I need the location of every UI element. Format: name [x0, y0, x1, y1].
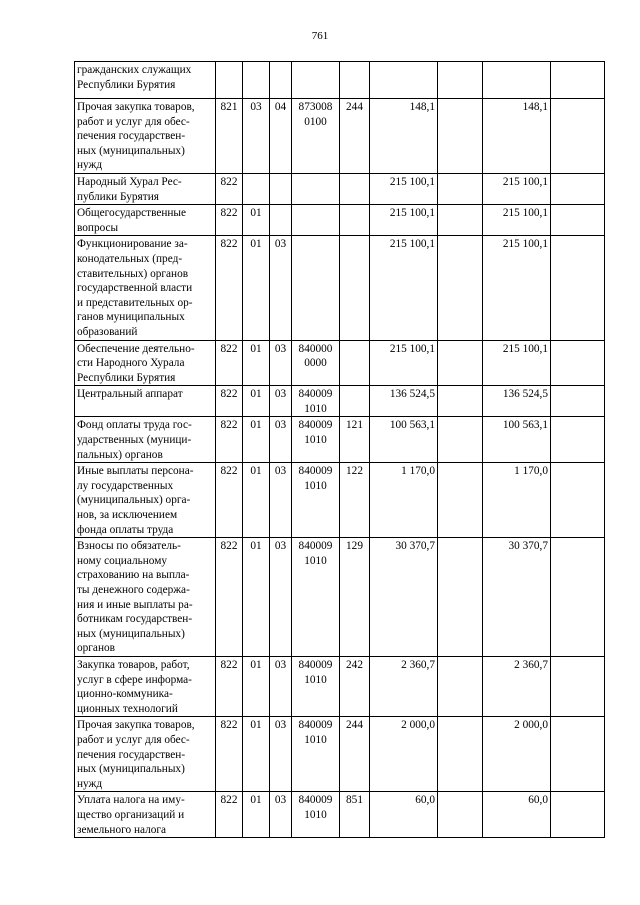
vr-code-cell — [340, 386, 370, 417]
rz-code-cell: 01 — [243, 463, 270, 538]
sum-cell: 136 524,5 — [370, 386, 438, 417]
item-name-cell — [75, 717, 216, 792]
csr-code-line: 0000 — [304, 357, 327, 370]
item-name-cell — [75, 205, 216, 236]
item-name-line: работ и услуг для обес- — [77, 115, 190, 128]
item-name-line: гражданских служащих — [77, 64, 192, 76]
empty-cell — [551, 538, 605, 657]
empty-cell — [551, 656, 605, 716]
rz-code-cell — [243, 62, 270, 99]
empty-cell — [438, 340, 483, 386]
vr-code-cell: 129 — [340, 538, 370, 657]
pr-code-cell: 03 — [270, 340, 292, 386]
empty-cell — [551, 386, 605, 417]
item-name-line: ных (муниципальных) — [77, 763, 185, 776]
item-name-line: Республики Бурятия — [77, 78, 176, 91]
rz-code-cell: 03 — [243, 99, 270, 174]
table-row — [75, 236, 605, 340]
empty-cell — [438, 656, 483, 716]
sum-cell: 100 563,1 — [370, 417, 438, 463]
gr-code-cell — [216, 62, 243, 99]
item-name-line: нужд — [77, 777, 103, 790]
gr-code-cell: 822 — [216, 656, 243, 716]
sum-cell: 60,0 — [370, 792, 438, 838]
table-row — [75, 656, 605, 716]
table-row — [75, 386, 605, 417]
sum2-cell: 215 100,1 — [483, 340, 551, 386]
empty-cell — [438, 717, 483, 792]
item-name-line: Уплата налога на иму- — [77, 794, 185, 807]
table-row — [75, 340, 605, 386]
item-name-line: ционно-коммуника- — [77, 688, 173, 701]
item-name-cell — [75, 417, 216, 463]
item-name-line: ных (муниципальных) — [77, 144, 185, 157]
gr-code-cell: 822 — [216, 717, 243, 792]
item-name-line: Закупка товаров, работ, — [77, 658, 190, 671]
csr-code-line: 873008 — [298, 101, 333, 113]
empty-cell — [438, 62, 483, 99]
item-name-line: пальных) органов — [77, 448, 163, 461]
sum-cell: 215 100,1 — [370, 236, 438, 340]
item-name-line: Функционирование за- — [77, 238, 188, 251]
vr-code-cell: 244 — [340, 717, 370, 792]
sum-cell: 215 100,1 — [370, 173, 438, 204]
pr-code-cell: 03 — [270, 463, 292, 538]
csr-code-line: 840009 — [298, 540, 333, 553]
pr-code-cell — [270, 205, 292, 236]
csr-code-line: 1010 — [304, 479, 327, 492]
csr-code-line: 840009 — [298, 719, 333, 732]
csr-code-line: 840009 — [298, 419, 333, 432]
item-name-line: ударственных (муници- — [77, 434, 192, 447]
csr-code-line: 1010 — [304, 434, 327, 447]
pr-code-cell: 03 — [270, 792, 292, 838]
item-name-line: нов, за исключением — [77, 509, 178, 522]
item-name-cell — [75, 173, 216, 204]
item-name-line: нужд — [77, 159, 103, 172]
csr-code-line: 840009 — [298, 465, 333, 478]
pr-code-cell — [270, 62, 292, 99]
item-name-line: Прочая закупка товаров, — [77, 101, 195, 113]
item-name-cell — [75, 386, 216, 417]
gr-code-cell: 822 — [216, 538, 243, 657]
table-row — [75, 717, 605, 792]
gr-code-cell: 822 — [216, 205, 243, 236]
empty-cell — [551, 340, 605, 386]
item-name-cell — [75, 340, 216, 386]
csr-code-cell — [292, 236, 340, 340]
empty-cell — [438, 538, 483, 657]
sum2-cell: 1 170,0 — [483, 463, 551, 538]
table-row — [75, 173, 605, 204]
table-row — [75, 417, 605, 463]
vr-code-cell — [340, 173, 370, 204]
empty-cell — [438, 173, 483, 204]
item-name-line: образований — [77, 325, 138, 338]
table-row — [75, 205, 605, 236]
rz-code-cell: 01 — [243, 205, 270, 236]
item-name-cell — [75, 538, 216, 657]
rz-code-cell: 01 — [243, 386, 270, 417]
item-name-line: лу государственных — [77, 479, 174, 492]
sum-cell: 30 370,7 — [370, 538, 438, 657]
rz-code-cell: 01 — [243, 417, 270, 463]
vr-code-cell — [340, 205, 370, 236]
table-row — [75, 62, 605, 99]
sum2-cell: 2 000,0 — [483, 717, 551, 792]
vr-code-cell — [340, 340, 370, 386]
budget-table — [74, 61, 605, 838]
csr-code-line: 1010 — [304, 673, 327, 686]
sum2-cell — [483, 62, 551, 99]
sum2-cell: 60,0 — [483, 792, 551, 838]
vr-code-cell: 121 — [340, 417, 370, 463]
item-name-line: сти Народного Хурала — [77, 357, 185, 370]
item-name-line: ных (муниципальных) — [77, 627, 185, 640]
csr-code-line: 1010 — [304, 808, 327, 821]
csr-code-cell — [292, 340, 340, 386]
sum2-cell: 148,1 — [483, 99, 551, 174]
sum-cell: 215 100,1 — [370, 340, 438, 386]
item-name-line: печения государствен- — [77, 130, 186, 143]
item-name-line: земельного налога — [77, 823, 167, 836]
empty-cell — [438, 386, 483, 417]
vr-code-cell: 122 — [340, 463, 370, 538]
item-name-line: печения государствен- — [77, 748, 186, 761]
table-row — [75, 463, 605, 538]
item-name-line: публики Бурятия — [77, 190, 159, 203]
pr-code-cell: 04 — [270, 99, 292, 174]
csr-code-cell — [292, 205, 340, 236]
csr-code-cell — [292, 417, 340, 463]
item-name-line: конодательных (пред- — [77, 252, 183, 265]
csr-code-line: 840000 — [298, 342, 333, 355]
rz-code-cell: 01 — [243, 340, 270, 386]
pr-code-cell — [270, 173, 292, 204]
table-row — [75, 538, 605, 657]
vr-code-cell: 851 — [340, 792, 370, 838]
item-name-line: страхованию на выпла- — [77, 569, 190, 582]
item-name-line: ставительных) органов — [77, 267, 189, 280]
rz-code-cell: 01 — [243, 236, 270, 340]
csr-code-cell — [292, 656, 340, 716]
csr-code-line: 1010 — [304, 554, 327, 567]
empty-cell — [551, 717, 605, 792]
gr-code-cell: 822 — [216, 417, 243, 463]
item-name-cell — [75, 463, 216, 538]
item-name-line: Взносы по обязатель- — [77, 540, 181, 553]
item-name-line: и представительных ор- — [77, 296, 193, 309]
item-name-line: Республики Бурятия — [77, 371, 176, 384]
empty-cell — [438, 792, 483, 838]
item-name-line: Обеспечение деятельно- — [77, 342, 195, 355]
gr-code-cell: 822 — [216, 340, 243, 386]
gr-code-cell: 822 — [216, 792, 243, 838]
empty-cell — [551, 236, 605, 340]
item-name-line: фонда оплаты труда — [77, 523, 174, 536]
item-name-line: вопросы — [77, 221, 119, 234]
pr-code-cell: 03 — [270, 538, 292, 657]
item-name-line: услуг в сфере информа- — [77, 673, 192, 686]
csr-code-line: 840009 — [298, 658, 333, 671]
vr-code-cell — [340, 62, 370, 99]
csr-code-line: 840009 — [298, 794, 333, 807]
csr-code-cell — [292, 386, 340, 417]
item-name-line: Иные выплаты персона- — [77, 465, 194, 478]
item-name-cell — [75, 62, 216, 99]
vr-code-cell: 242 — [340, 656, 370, 716]
sum-cell: 215 100,1 — [370, 205, 438, 236]
item-name-line: ты денежного содержа- — [77, 584, 190, 596]
table-row — [75, 99, 605, 174]
rz-code-cell: 01 — [243, 792, 270, 838]
vr-code-cell — [340, 236, 370, 340]
page-number: 761 — [311, 30, 329, 42]
csr-code-cell — [292, 792, 340, 838]
rz-code-cell: 01 — [243, 717, 270, 792]
item-name-cell — [75, 236, 216, 340]
item-name-line: щество организаций и — [77, 808, 185, 821]
sum-cell: 148,1 — [370, 99, 438, 174]
sum-cell: 2 000,0 — [370, 717, 438, 792]
empty-cell — [551, 173, 605, 204]
csr-code-line: 840009 — [298, 388, 333, 401]
pr-code-cell: 03 — [270, 386, 292, 417]
empty-cell — [438, 205, 483, 236]
csr-code-cell — [292, 717, 340, 792]
item-name-line: Центральный аппарат — [77, 388, 183, 401]
item-name-line: ционных технологий — [77, 702, 178, 715]
item-name-line: (муниципальных) орга- — [77, 494, 191, 507]
item-name-line: Общегосударственные — [77, 207, 187, 220]
sum2-cell: 215 100,1 — [483, 205, 551, 236]
pr-code-cell: 03 — [270, 236, 292, 340]
item-name-line: государственной власти — [77, 282, 193, 295]
sum2-cell: 2 360,7 — [483, 656, 551, 716]
pr-code-cell: 03 — [270, 717, 292, 792]
sum2-cell: 100 563,1 — [483, 417, 551, 463]
pr-code-cell: 03 — [270, 656, 292, 716]
item-name-line: ботникам государствен- — [77, 613, 193, 626]
csr-code-cell — [292, 62, 340, 99]
vr-code-cell: 244 — [340, 99, 370, 174]
empty-cell — [551, 62, 605, 99]
item-name-line: ния и иные выплаты ра- — [77, 598, 193, 611]
csr-code-line: 1010 — [304, 733, 327, 746]
item-name-cell — [75, 656, 216, 716]
empty-cell — [438, 417, 483, 463]
csr-code-cell — [292, 538, 340, 657]
empty-cell — [551, 463, 605, 538]
sum2-cell: 30 370,7 — [483, 538, 551, 657]
item-name-cell — [75, 99, 216, 174]
rz-code-cell — [243, 173, 270, 204]
csr-code-cell — [292, 173, 340, 204]
empty-cell — [551, 417, 605, 463]
item-name-line: органов — [77, 642, 115, 655]
gr-code-cell: 822 — [216, 386, 243, 417]
sum2-cell: 215 100,1 — [483, 173, 551, 204]
gr-code-cell: 821 — [216, 99, 243, 174]
item-name-line: Народный Хурал Рес- — [77, 175, 182, 188]
item-name-line: Фонд оплаты труда гос- — [77, 419, 192, 432]
sum-cell — [370, 62, 438, 99]
rz-code-cell: 01 — [243, 656, 270, 716]
csr-code-cell — [292, 463, 340, 538]
sum-cell: 1 170,0 — [370, 463, 438, 538]
rz-code-cell: 01 — [243, 538, 270, 657]
empty-cell — [551, 792, 605, 838]
item-name-line: работ и услуг для обес- — [77, 733, 190, 746]
pr-code-cell: 03 — [270, 417, 292, 463]
item-name-line: ганов муниципальных — [77, 311, 185, 324]
gr-code-cell: 822 — [216, 236, 243, 340]
gr-code-cell: 822 — [216, 463, 243, 538]
item-name-cell — [75, 792, 216, 838]
empty-cell — [438, 463, 483, 538]
csr-code-line: 1010 — [304, 402, 327, 415]
item-name-line: Прочая закупка товаров, — [77, 719, 195, 732]
empty-cell — [438, 236, 483, 340]
gr-code-cell: 822 — [216, 173, 243, 204]
empty-cell — [551, 99, 605, 174]
sum-cell: 2 360,7 — [370, 656, 438, 716]
empty-cell — [551, 205, 605, 236]
csr-code-line: 0100 — [304, 115, 327, 128]
sum2-cell: 215 100,1 — [483, 236, 551, 340]
empty-cell — [438, 99, 483, 174]
csr-code-cell — [292, 99, 340, 174]
sum2-cell: 136 524,5 — [483, 386, 551, 417]
table-row — [75, 792, 605, 838]
item-name-line: ному социальному — [77, 554, 168, 567]
